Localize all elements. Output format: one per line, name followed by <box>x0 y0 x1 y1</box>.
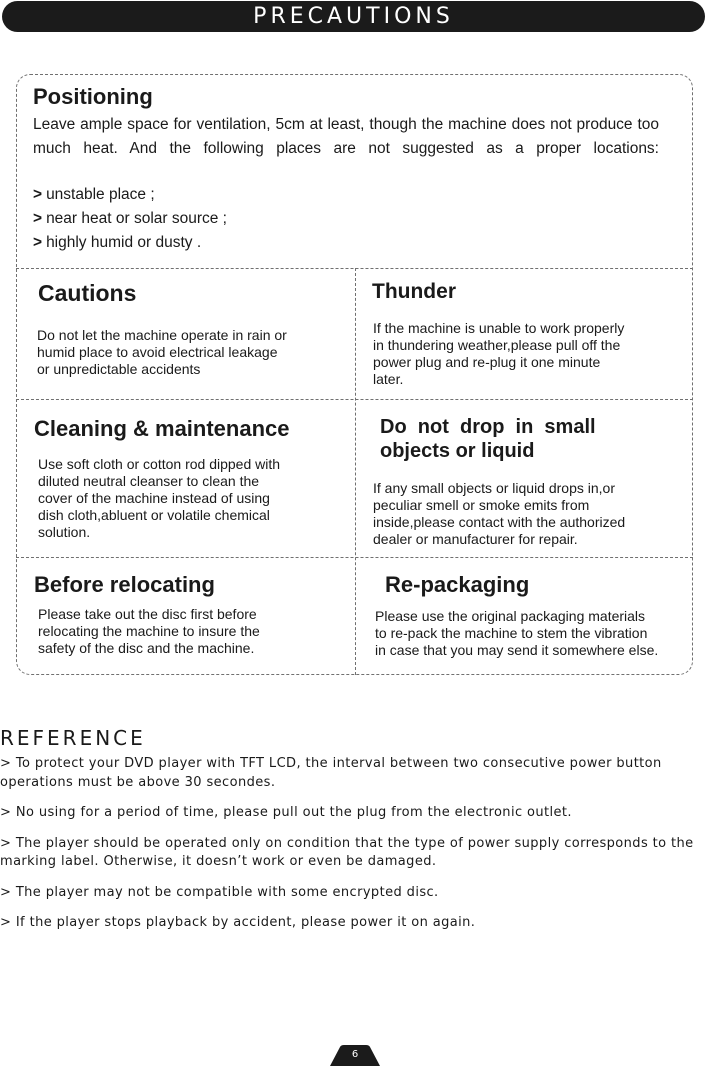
positioning-text: Leave ample space for ventilation, 5cm at least, though the machine does not produce too much heat. And the following places are not suggested as a proper locations: <box>33 116 659 157</box>
relocating-heading: Before relocating <box>34 572 215 597</box>
thunder-heading: Thunder <box>372 280 456 303</box>
page-number-tab <box>330 1045 380 1066</box>
list-item: > To protect your DVD player with TFT LCD, the interval between two consecutive power button operations must be above 30 secondes. <box>0 756 662 790</box>
drop-heading: Do not drop in small objects or liquid <box>380 416 596 462</box>
cautions-heading: Cautions <box>38 280 137 306</box>
list-item: > unstable place ; <box>33 186 155 203</box>
title-bar <box>2 1 705 32</box>
thunder-text: If the machine is unable to work properly in thundering weather,please pull off the power plug and re-plug it one minute later. <box>373 320 625 387</box>
page-title: PRECAUTIONS <box>253 4 454 29</box>
list-item: > near heat or solar source ; <box>33 210 227 227</box>
drop-text: If any small objects or liquid drops in,or peculiar smell or smoke emits from inside,please contact with the authorized dealer or manufacturer for repair. <box>373 480 626 547</box>
reference-list <box>0 755 704 945</box>
list-item: > highly humid or dusty . <box>33 234 202 251</box>
list-item: > No using for a period of time, please pull out the plug from the electronic outlet. <box>0 805 572 820</box>
list-item: > The player may not be compatible with some encrypted disc. <box>0 884 439 900</box>
page-number: 6 <box>351 1049 359 1060</box>
list-item: > If the player stops playback by accident, please power it on again. <box>0 915 476 930</box>
cleaning-heading: Cleaning & maintenance <box>34 416 290 441</box>
column-divider <box>355 268 356 675</box>
cautions-text: Do not let the machine operate in rain or humid place to avoid electrical leakage or unpredictable accidents <box>37 327 287 377</box>
repackaging-heading: Re-packaging <box>385 572 530 597</box>
repackaging-text: Please use the original packaging materials to re-pack the machine to stem the vibration in case that you may send it somewhere else. <box>375 608 659 658</box>
positioning-heading: Positioning <box>33 84 153 109</box>
positioning-bullets <box>33 183 433 255</box>
reference-title: REFERENCE <box>0 726 146 750</box>
relocating-text: Please take out the disc first before relocating the machine to insure the safety of the disc and the machine. <box>38 606 260 656</box>
list-item: > The player should be operated only on condition that the type of power supply corresponds to the marking label. Otherwise, it doesn’t work or even be damaged. <box>0 835 694 869</box>
cleaning-text: Use soft cloth or cotton rod dipped with diluted neutral cleanser to clean the cover of the machine instead of using dish cloth,abluent or volatile chemical solution. <box>38 456 281 540</box>
